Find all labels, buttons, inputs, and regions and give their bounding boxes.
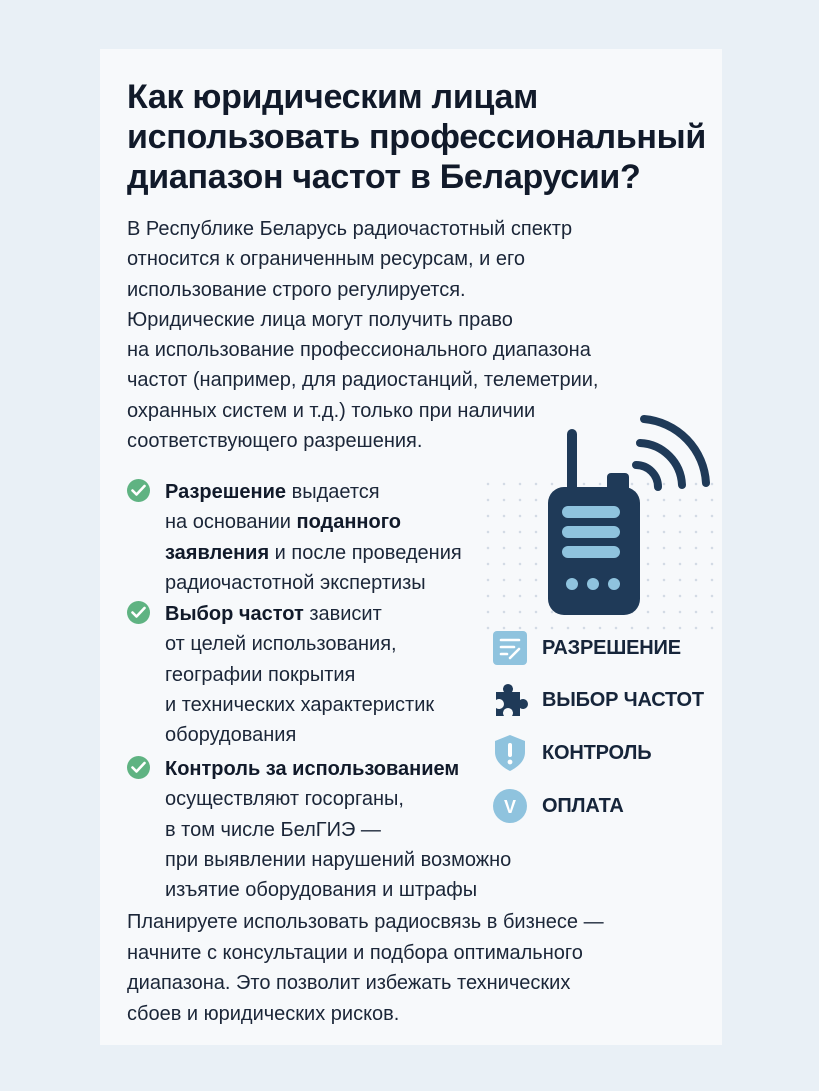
bullet-plain: осуществляют госорганы, (165, 788, 404, 811)
intro-line: охранных систем и т.д.) только при наличии (127, 399, 536, 422)
bullet-plain: изъятие оборудования и штрафы (165, 879, 478, 902)
document-icon (490, 628, 530, 668)
info-card (100, 49, 722, 1045)
title-line: диапазон частот в Беларусии? (127, 158, 641, 196)
coin-glyph: V (503, 797, 517, 817)
bullet-plain: и после проведения (269, 541, 462, 564)
title-line: использовать профессиональный (127, 118, 706, 156)
intro-line: использование строго регулируется. (127, 278, 466, 301)
outro-line: начните с консультации и подбора оптимального (127, 941, 583, 964)
intro-line: соответствующего разрешения. (127, 430, 423, 453)
outro-line: сбоев и юридических рисков. (127, 1002, 400, 1025)
check-icon (127, 756, 150, 779)
check-icon (127, 601, 150, 624)
bullet-plain: зависит (303, 603, 382, 625)
legend-label: РАЗРЕШЕНИЕ (542, 637, 681, 659)
outro-line: Планируете использовать радиосвязь в бизнесе — (127, 911, 604, 933)
legend-label: ОПЛАТА (542, 795, 624, 817)
check-icon (127, 479, 150, 502)
intro-line: частот (например, для радиостанций, телеметрии, (127, 369, 599, 392)
legend-payment (490, 786, 720, 826)
bullet-text (165, 754, 511, 905)
legend-permission (490, 628, 720, 668)
coin-icon (490, 786, 530, 826)
puzzle-icon (490, 680, 530, 720)
bullet-bold: поданного (296, 511, 401, 534)
bullet-bold: Выбор частот (165, 603, 304, 625)
legend-control (490, 733, 720, 773)
outro-line: диапазона. Это позволит избежать технических (127, 972, 571, 994)
bullet-bold: Разрешение (165, 481, 287, 503)
walkie-talkie-icon (540, 409, 730, 619)
bullet-text (165, 599, 434, 750)
bullet-text (165, 477, 462, 598)
title-line: Как юридическим лицам (127, 78, 538, 116)
bullet-plain: радиочастотной экспертизы (165, 571, 426, 594)
bullet-bold: заявления (165, 541, 270, 564)
intro-line: на использование профессионального диапазона (127, 339, 591, 362)
bullet-plain: и технических характеристик (165, 693, 435, 716)
intro-line: Юридические лица могут получить право (127, 308, 513, 331)
bullet-plain: от целей использования, (165, 633, 397, 656)
legend-frequency-choice (490, 680, 720, 720)
page-title (127, 77, 707, 197)
legend-label: ВЫБОР ЧАСТОТ (542, 689, 704, 711)
bullet-plain: географии покрытия (165, 663, 356, 686)
bullet-plain: выдается (286, 481, 380, 503)
legend-label: КОНТРОЛЬ (542, 742, 652, 764)
bullet-plain: на основании (165, 511, 297, 534)
bullet-plain: оборудования (165, 724, 297, 747)
outro-paragraph (127, 907, 697, 1029)
intro-line: относится к ограниченным ресурсам, и его (127, 248, 525, 271)
bullet-plain: при выявлении нарушений возможно (165, 848, 512, 871)
shield-exclamation-icon (490, 733, 530, 773)
intro-line: В Республике Беларусь радиочастотный спектр (127, 218, 573, 240)
bullet-bold: Контроль за использованием (165, 758, 460, 780)
bullet-plain: в том числе БелГИЭ — (165, 818, 381, 841)
